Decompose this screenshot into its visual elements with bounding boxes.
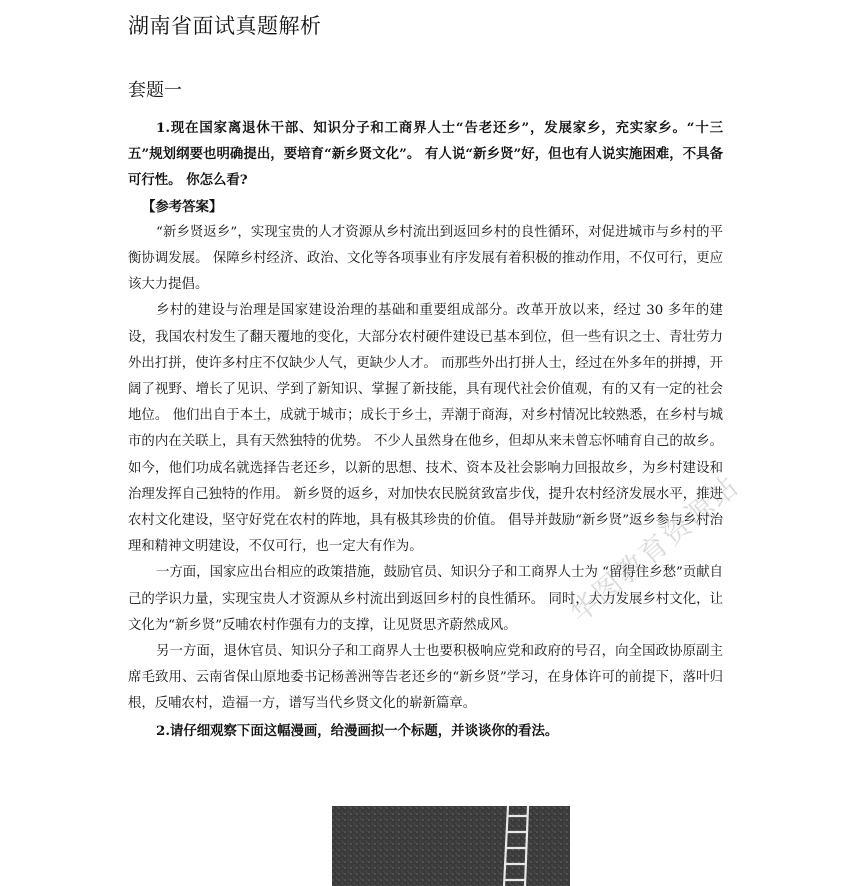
watermark: 华图教育资源站 [563,468,746,630]
answer-paragraph-1: “新乡贤返乡”，实现宝贵的人才资源从乡村流出到返回乡村的良性循环，对促进城市与乡村的平衡协调发展。 保障乡村经济、政治、文化等各项事业有序发展有着积极的推动作用，不仅可行，更应该大力提倡。 [128,224,723,293]
answer-paragraph-3: 一方面，国家应出台相应的政策措施，鼓励官员、知识分子和工商界人士为 “留得住乡愁”贡献自己的学识力量，实现宝贵人才资源从乡村流出到返回乡村的良性循环。 同时，大力发展乡村文化，让文化为“新乡贤”反哺农村作强有力的支撑，让见贤思齐蔚然成风。 [128,565,723,633]
question-2: 2.请仔细观察下面这幅漫画，给漫画拟一个标题，并谈谈你的看法。 [156,722,559,739]
cartoon-image [332,806,570,886]
answer-label: 【参考答案】 [142,198,223,215]
section-title: 套题一 [128,80,182,101]
answer-paragraph-2: 乡村的建设与治理是国家建设治理的基础和重要组成部分。改革开放以来，经过 30 多年的建设，我国农村发生了翻天覆地的变化，大部分农村硬件建设已基本到位，但一些有识之士、青壮劳力外出打拼，使许多村庄不仅缺少人气，更缺少人才。 而那些外出打拼人士，经过在外多年的拼搏，开阔了视野、增长了见识、学到了新知识、掌握了新技能，具有现代社会价值观，有的又有一定的社会地位。 他们出自于本土，成就于城市；成长于乡土，弄潮于商海，对乡村情况比较熟悉，在乡村与城市的内在关联上，具有天然独特的优势。 不少人虽然身在他乡，但却从来未曾忘怀哺育自己的故乡。 如今，他们功成名就选择告老还乡，以新的思想、技术、资本及社会影响力回报故乡，为乡村建设和治理发挥自己独特的作用。 新乡贤的返乡，对加快农民脱贫致富步伐，提升农村经济发展水平，推进农村文化建设，坚守好党在农村的阵地，具有极其珍贵的价值。 倡导并鼓励“新乡贤”返乡参与乡村治理和精神文明建设，不仅可行，也一定大有作为。 [128,303,723,555]
document-body [128,115,723,744]
page-title: 湖南省面试真题解析 [128,14,322,38]
answer-paragraph-4: 另一方面，退休官员、知识分子和工商界人士也要积极响应党和政府的号召，向全国政协原副主席毛致用、云南省保山原地委书记杨善洲等告老还乡的“新乡贤”学习，在身体许可的前提下，落叶归根，反哺农村，造福一方，谱写当代乡贤文化的崭新篇章。 [128,644,723,712]
cartoon-ladder-illustration [332,806,570,886]
question-1: 1.现在国家离退休干部、知识分子和工商界人士“告老还乡”，发展家乡，充实家乡。“十三五”规划纲要也明确提出，要培育“新乡贤文化”。 有人说“新乡贤”好，但也有人说实施困难，不具备可行性。 你怎么看? [128,120,723,189]
